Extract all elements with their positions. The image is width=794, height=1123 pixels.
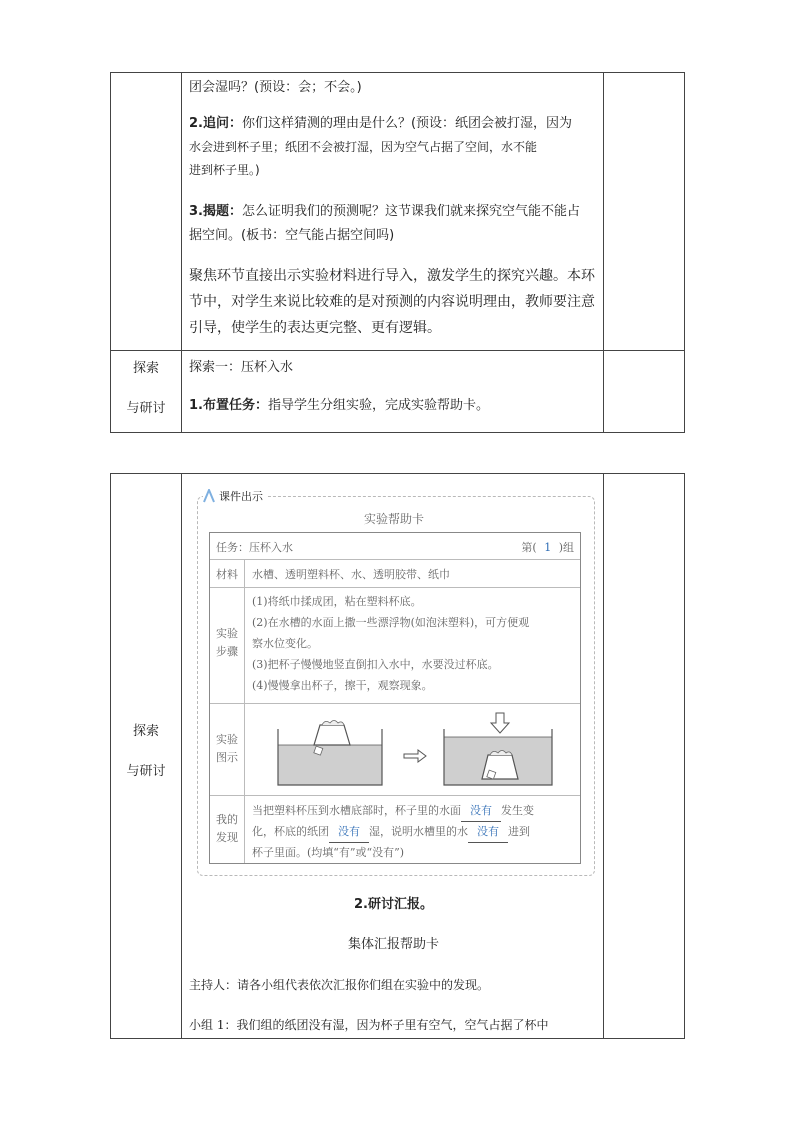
- materials-text: 水槽、透明塑料杯、水、透明胶带、纸巾: [252, 568, 450, 581]
- diagram-label: 实验 图示: [216, 733, 238, 764]
- step-item: (3)把杯子慢慢地竖直倒扣入水中，水要没过杯底。: [252, 658, 499, 671]
- question-3: 3.揭题：怎么证明我们的预测呢？这节课我们就来探究空气能不能占: [189, 204, 580, 219]
- teaching-note-line3: 引导，使学生的表达更完整、更有逻辑。: [189, 320, 441, 336]
- section-label-discuss: 与研讨: [126, 764, 166, 779]
- question-3-line2: 据空间。(板书：空气能占据空间吗): [189, 228, 395, 243]
- section-label-discuss: 与研讨: [126, 401, 166, 416]
- courseware-icon: [203, 489, 215, 503]
- lesson-table-1: [110, 72, 685, 433]
- section-label-explore: 探索: [132, 361, 159, 376]
- card-task: 任务：压杯入水: [216, 541, 293, 554]
- section-label-explore: 探索: [132, 724, 159, 739]
- experiment-help-card: [209, 532, 581, 864]
- step-item: (4)慢慢拿出杯子，擦干，观察现象。: [252, 679, 433, 692]
- explore-title: 探索一：压杯入水: [189, 360, 294, 375]
- findings-text: 当把塑料杯压到水槽底部时，杯子里的水面 没有 发生变 化，杯底的纸团 没有 湿，说明水槽里的水 没有 进到 杯子里面。(均填“有”或“没有”): [252, 801, 574, 863]
- group-1-line: 小组 1：我们组的纸团没有湿，因为杯子里有空气，空气占据了杯中: [189, 1018, 549, 1032]
- left-column: [111, 73, 182, 432]
- answer-blank-3: 没有: [468, 822, 508, 843]
- intro-question-tail: 团会湿吗？(预设：会；不会。): [189, 80, 362, 95]
- teaching-note-line2: 节中，对学生来说比较难的是对预测的内容说明理由，教师要注意: [189, 294, 595, 310]
- transition-arrow-icon: [404, 750, 426, 762]
- steps-label: 实验 步骤: [216, 627, 238, 658]
- card-title: 实验帮助卡: [363, 512, 424, 526]
- card-group: 第( 1 )组: [521, 541, 574, 554]
- answer-blank-2: 没有: [329, 822, 369, 843]
- courseware-tab: 课件出示: [203, 488, 267, 504]
- materials-label: 材料: [216, 568, 238, 581]
- question-2-line2: 水会进到杯子里；纸团不会被打湿，因为空气占据了空间，水不能: [189, 140, 538, 154]
- step-item: (2)在水槽的水面上撒一些漂浮物(如泡沫塑料)，可方便观: [252, 616, 530, 629]
- experiment-diagram: [250, 711, 576, 791]
- right-column: [603, 73, 684, 432]
- step-item: 察水位变化。: [252, 637, 318, 650]
- group-number: 1: [544, 541, 552, 554]
- report-card-title: 集体汇报帮助卡: [347, 937, 439, 952]
- step-item: (1)将纸巾揉成团，粘在塑料杯底。: [252, 595, 422, 608]
- findings-label: 我的 发现: [216, 813, 238, 844]
- tank-before: [278, 721, 382, 786]
- row-divider: [111, 350, 684, 351]
- lesson-table-2: [110, 473, 685, 1039]
- question-3-label: 3.揭题：: [189, 204, 242, 219]
- host-line: 主持人：请各小组代表依次汇报你们组在实验中的发现。: [189, 978, 490, 992]
- task-assignment: 1.布置任务：指导学生分组实验，完成实验帮助卡。: [189, 398, 489, 413]
- left-column: [111, 474, 182, 1038]
- tank-after: [444, 713, 552, 785]
- steps-list: [252, 591, 529, 696]
- report-title: 2.研讨汇报。: [354, 897, 433, 912]
- question-2-label: 2.追问：: [189, 116, 242, 131]
- right-column: [603, 474, 684, 1038]
- question-2: 2.追问：你们这样猜测的理由是什么？(预设：纸团会被打湿，因为: [189, 116, 573, 131]
- answer-blank-1: 没有: [461, 801, 501, 822]
- teaching-note-line1: 聚焦环节直接出示实验材料进行导入，激发学生的探究兴趣。本环: [189, 268, 595, 284]
- question-2-line3: 进到杯子里。): [189, 163, 260, 177]
